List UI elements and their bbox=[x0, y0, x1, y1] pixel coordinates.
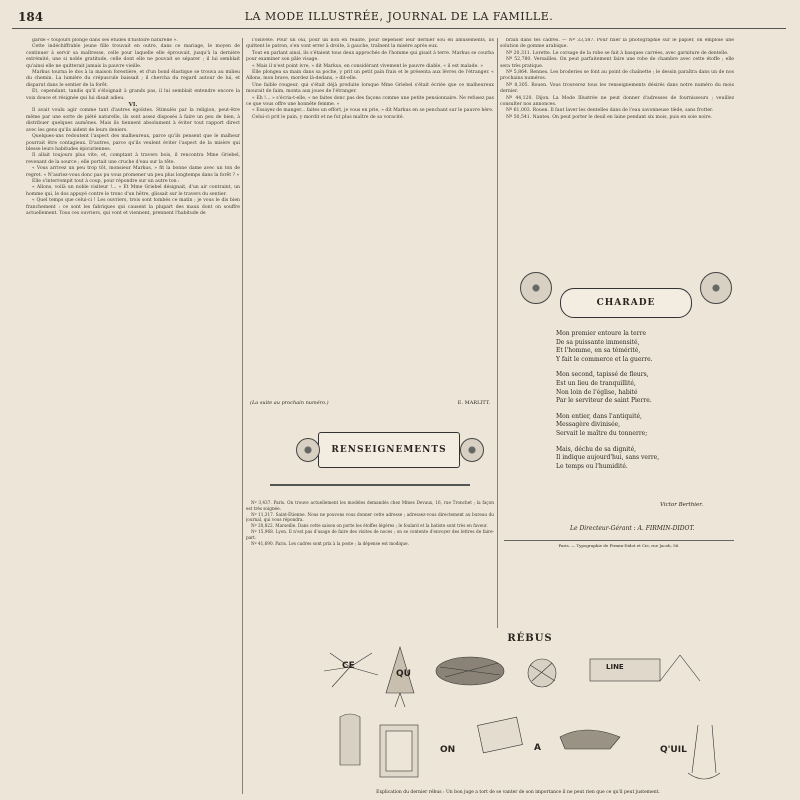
poem-line: Y fait le commerce et la guerre. bbox=[556, 355, 653, 363]
story-paragraph: Il avait voulu agir comme tant d'autres égoïstes. Stimulés par la religion, peut-être même par une sorte de piété naturelle, ils sont assez disposés à faire un peu de bien, à distribuer quelques aumônes. Mais ils tiennent absolument à éviter tout rapport direct avec les gens qu'ils aident de leurs deniers. bbox=[26, 108, 240, 133]
story-paragraph: « Quel temps que celui-ci ! Les ouvriers, trois sont tombés ce matin ; je vous le dis bien franchement : ce sont les fabriques qui causent la plupart des maux dont on souffre actuellement. Tous ces ouvriers, qui vont et viennent, prennent l'habitude de bbox=[26, 198, 240, 216]
printer-line: Paris. — Typographie de Firmin-Didot et Cie, rue Jacob, 56. bbox=[504, 540, 734, 548]
renseignement-entry: Nº 41,690. Paris. Les cadres sont prix à la poste ; la dépense est modique. bbox=[251, 540, 409, 546]
rebus-letters: A bbox=[534, 743, 541, 753]
renseignement-entry: Nº 11,317. Saint-Étienne. Nous ne pouvons vous donner cette adresse ; adressez-vous directement au bureau du journal, qui vous répondra. bbox=[246, 511, 494, 523]
page-header bbox=[12, 10, 786, 29]
story-paragraph: « Essayez de manger... faites un effort, je vous en prie, » dit Markus en se penchant sur le pauvre hère. bbox=[252, 108, 494, 114]
story-paragraph: Celui-ci prit le pain, y mordit et ne fut plus maître de sa voracité. bbox=[252, 114, 404, 120]
story-column-2 bbox=[246, 38, 494, 358]
story-paragraph: Elle plongea sa main dans sa poche, y prit un petit pain frais et le présenta aux lèvres de l'étranger. « Allons, mon brave, mordez là-dedans, » dit-elle. bbox=[246, 70, 494, 82]
rebus-letters: Q'UIL bbox=[660, 745, 687, 755]
poem-line: Servait le maître du tonnerre; bbox=[556, 429, 648, 437]
ornament-icon bbox=[296, 438, 320, 462]
charade-stanza bbox=[556, 330, 726, 364]
story-footer bbox=[250, 400, 490, 406]
story-paragraph: Et, cependant, tandis qu'il s'éloignait à grands pas, il lui semblait entendre encore la voix douce et résignée qui lui disait adieu. bbox=[26, 89, 240, 101]
column-divider-1 bbox=[242, 38, 243, 794]
story-paragraph: « Eh !... » s'écria-t-elle, « ne faites donc pas des façons comme une petite pensionnaire. Ne refusez pas ce que vous offre une honnête femme. » bbox=[246, 95, 494, 108]
floral-ornament-icon bbox=[520, 272, 552, 304]
charade-title: CHARADE bbox=[596, 298, 656, 308]
charade-stanza bbox=[556, 413, 726, 439]
continuation-note: (La suite au prochain numéro.) bbox=[250, 400, 329, 406]
charade-stanza bbox=[556, 371, 726, 405]
floral-ornament-icon bbox=[700, 272, 732, 304]
renseignement-entry: Nº 52,780. Versailles. On peut parfaitement faire une robe de chambre avec cette étoffe ; elle sera très pratique. bbox=[500, 57, 734, 69]
poem-line: Et l'homme, en sa témérité, bbox=[556, 347, 641, 355]
story-paragraph: Elle s'interrompit tout à coup, pour répondre sur un autre ton : bbox=[32, 178, 180, 184]
story-author: E. MARLITT. bbox=[457, 400, 490, 406]
renseignement-entry: Nº 20,822. Marseille. Dans cette saison on porte les étoffes légères ; le foulard et la batiste sont très en faveur. bbox=[251, 523, 488, 529]
story-column-1 bbox=[26, 38, 240, 794]
ornamental-rule bbox=[270, 474, 470, 486]
renseignement-entry: brain dans tes cadres. — Nº 33,587. Pour fixer la photographie sur le papier, on emploie une solution de gomme arabique. bbox=[500, 38, 734, 50]
poem-line: Mon premier entoure la terre bbox=[556, 330, 647, 337]
rebus-letters: QU bbox=[396, 669, 411, 679]
renseignement-entry: Nº 3,437. Paris. On trouve actuellement les modèles demandés chez Mmes Devaux, 16, rue Tronchet ; la façon est très soignée. bbox=[246, 500, 494, 511]
poem-line: Le temps ou l'humidité. bbox=[556, 462, 628, 470]
story-paragraph: « Mais il n'est point ivre, » dit Markus, en considérant vivement le pauvre diable, « il est malade. » bbox=[252, 63, 484, 69]
poem-line: Mais, déchu de sa dignité, bbox=[556, 445, 637, 453]
renseignement-entry: Nº 44,120. Dijon. La Mode Illustrée ne peut donner d'adresses de fournisseurs ; veuillez consulter nos annonces. bbox=[500, 95, 734, 108]
charade-stanza bbox=[556, 446, 726, 472]
story-paragraph: garde « toujours plongé dans ses études d'histoire naturelle ». bbox=[32, 38, 178, 43]
rebus-illustration bbox=[320, 645, 740, 785]
story-paragraph: Une faible rougeur, qui s'était déjà produite lorsque Mme Griebel s'était écriée que ce malheureux mourait de faim, monta aux joues de l'étranger. bbox=[246, 82, 494, 95]
story-paragraph: Il allait toujours plus vite, et, comptant à travers bois, il rencontra Mme Griebel, revenant de la source ; elle portait une cruche d'eau sur la tête. bbox=[26, 153, 240, 165]
renseignements-column-3 bbox=[500, 38, 734, 278]
rebus-drawing bbox=[320, 645, 740, 785]
story-paragraph: « Allons, voilà un noble visiteur !... » Et Mme Griebel désignait, d'un air contraint, un homme qui, le dos appuyé contre le tronc d'un hêtre, glissait sur le travers du sentier. bbox=[26, 185, 240, 197]
journal-title: LA MODE ILLUSTRÉE, JOURNAL DE LA FAMILLE. bbox=[244, 10, 554, 23]
renseignements-column bbox=[246, 500, 494, 630]
rebus-letters: CE bbox=[342, 661, 355, 671]
poem-line: Par le serviteur de saint Pierre. bbox=[556, 397, 652, 405]
charade-author: Victor Berthier. bbox=[660, 502, 704, 508]
poem-line: Il indique aujourd'hui, sans verre, bbox=[556, 454, 660, 462]
column-divider-2 bbox=[497, 38, 498, 628]
rebus-letters: ON bbox=[440, 745, 456, 755]
renseignements-cartouche bbox=[318, 432, 460, 468]
renseignement-entry: Nº 50,541. Nantes. On peut porter le deuil en laine pendant six mois, puis en soie noire. bbox=[506, 114, 713, 120]
director-line: Le Directeur-Gérant : A. FIRMIN-DIDOT. bbox=[570, 525, 695, 532]
section-heading: VI. bbox=[128, 102, 138, 109]
rebus-letters: LINE bbox=[606, 663, 624, 671]
story-paragraph: « Vous arrivez un peu trop tôt, monsieur Markus, » fit la bonne dame avec un ton de regret. « N'auriez-vous donc pas pu vous promener un peu plus longtemps dans la forêt ? » bbox=[26, 166, 240, 178]
poem-line: Est un lieu de tranquillité, bbox=[556, 379, 636, 387]
page-number: 184 bbox=[18, 10, 44, 24]
story-paragraph: Cette indéchiffrable jeune fille trouvait en outre, dans ce mariage, le moyen de continuer à servir sa maîtresse, celle pour laquelle elle éprouvait, jusqu'à la dernière extrémité, une si noble gratitude, celle dont elle ne pouvait se séparer ; il lui semblait qu'ainsi elle ne quitterait jamais la pauvre vieille. bbox=[26, 44, 240, 69]
renseignement-entry: Nº 61,003. Rouen. Il faut laver les dentelles dans de l'eau savonneuse tiède, sans frotter. bbox=[506, 108, 714, 114]
renseignement-entry: Nº 15,968. Lyon. Il n'est pas d'usage de faire des visites de noces ; on se contente d'envoyer des lettres de faire-part. bbox=[246, 528, 494, 540]
story-paragraph: Markus tourna le dos à la maison forestière, et d'un bond élastique se trouva au milieu du chemin. La lumière du crépuscule baissait ; il chercha du regard autour de lui, et disparut dans le sentier de la forêt. bbox=[26, 70, 240, 88]
rebus-title: RÉBUS bbox=[507, 633, 553, 644]
renseignements-title: RENSEIGNEMENTS bbox=[331, 445, 447, 455]
poem-line: Messagère divinisée, bbox=[556, 421, 621, 429]
renseignement-entry: Nº 5,864. Rennes. Les broderies se font au point de chaînette ; le dessin paraîtra dans un de nos prochains numéros. bbox=[500, 70, 734, 82]
poem-line: Mon entier, dans l'antiquité, bbox=[556, 412, 642, 420]
rebus-explanation: Explication du dernier rébus : Un bon juge a tort de se vanter de son importance il ne peut rien que ce qu'il peut justement. bbox=[376, 790, 660, 795]
renseignement-entry: Nº 8,305. Rouen. Vous trouverez tous les renseignements désirés dans notre numéro du mois dernier. bbox=[500, 82, 734, 95]
story-paragraph: l'oisiveté. Pour un oui, pour un non en réalité, pour dépenser leur dernier sou en amusements, ils quittent le patron, s'en vont errer à droite, à gauche, traînent la misère après eux. bbox=[246, 38, 494, 50]
story-paragraph: Tout en parlant ainsi, ils s'étaient tous deux approchés de l'homme qui gisait à terre. Markus se courba pour examiner son pâle visage. bbox=[246, 50, 494, 63]
poem-line: Non loin de l'église, habité bbox=[556, 388, 638, 396]
renseignement-entry: Nº 20,311. Lorette. Le corsage de la robe se fait à basques carrées, avec garniture de dentelle. bbox=[506, 50, 729, 56]
poem-line: De sa puissante immensité, bbox=[556, 338, 640, 346]
story-paragraph: Quelques-uns redoutent l'aspect des malheureux, parce qu'ils pensent que le malheur pourrait être contagieux. D'autres, parce qu'ils veulent éviter l'aspect de la misère qui blesse leurs habitudes épicuriennes. bbox=[26, 134, 240, 152]
poem-line: Mon second, tapissé de fleurs, bbox=[556, 371, 649, 379]
ornament-icon bbox=[460, 438, 484, 462]
charade-poem bbox=[556, 330, 726, 478]
charade-cartouche bbox=[560, 288, 692, 318]
